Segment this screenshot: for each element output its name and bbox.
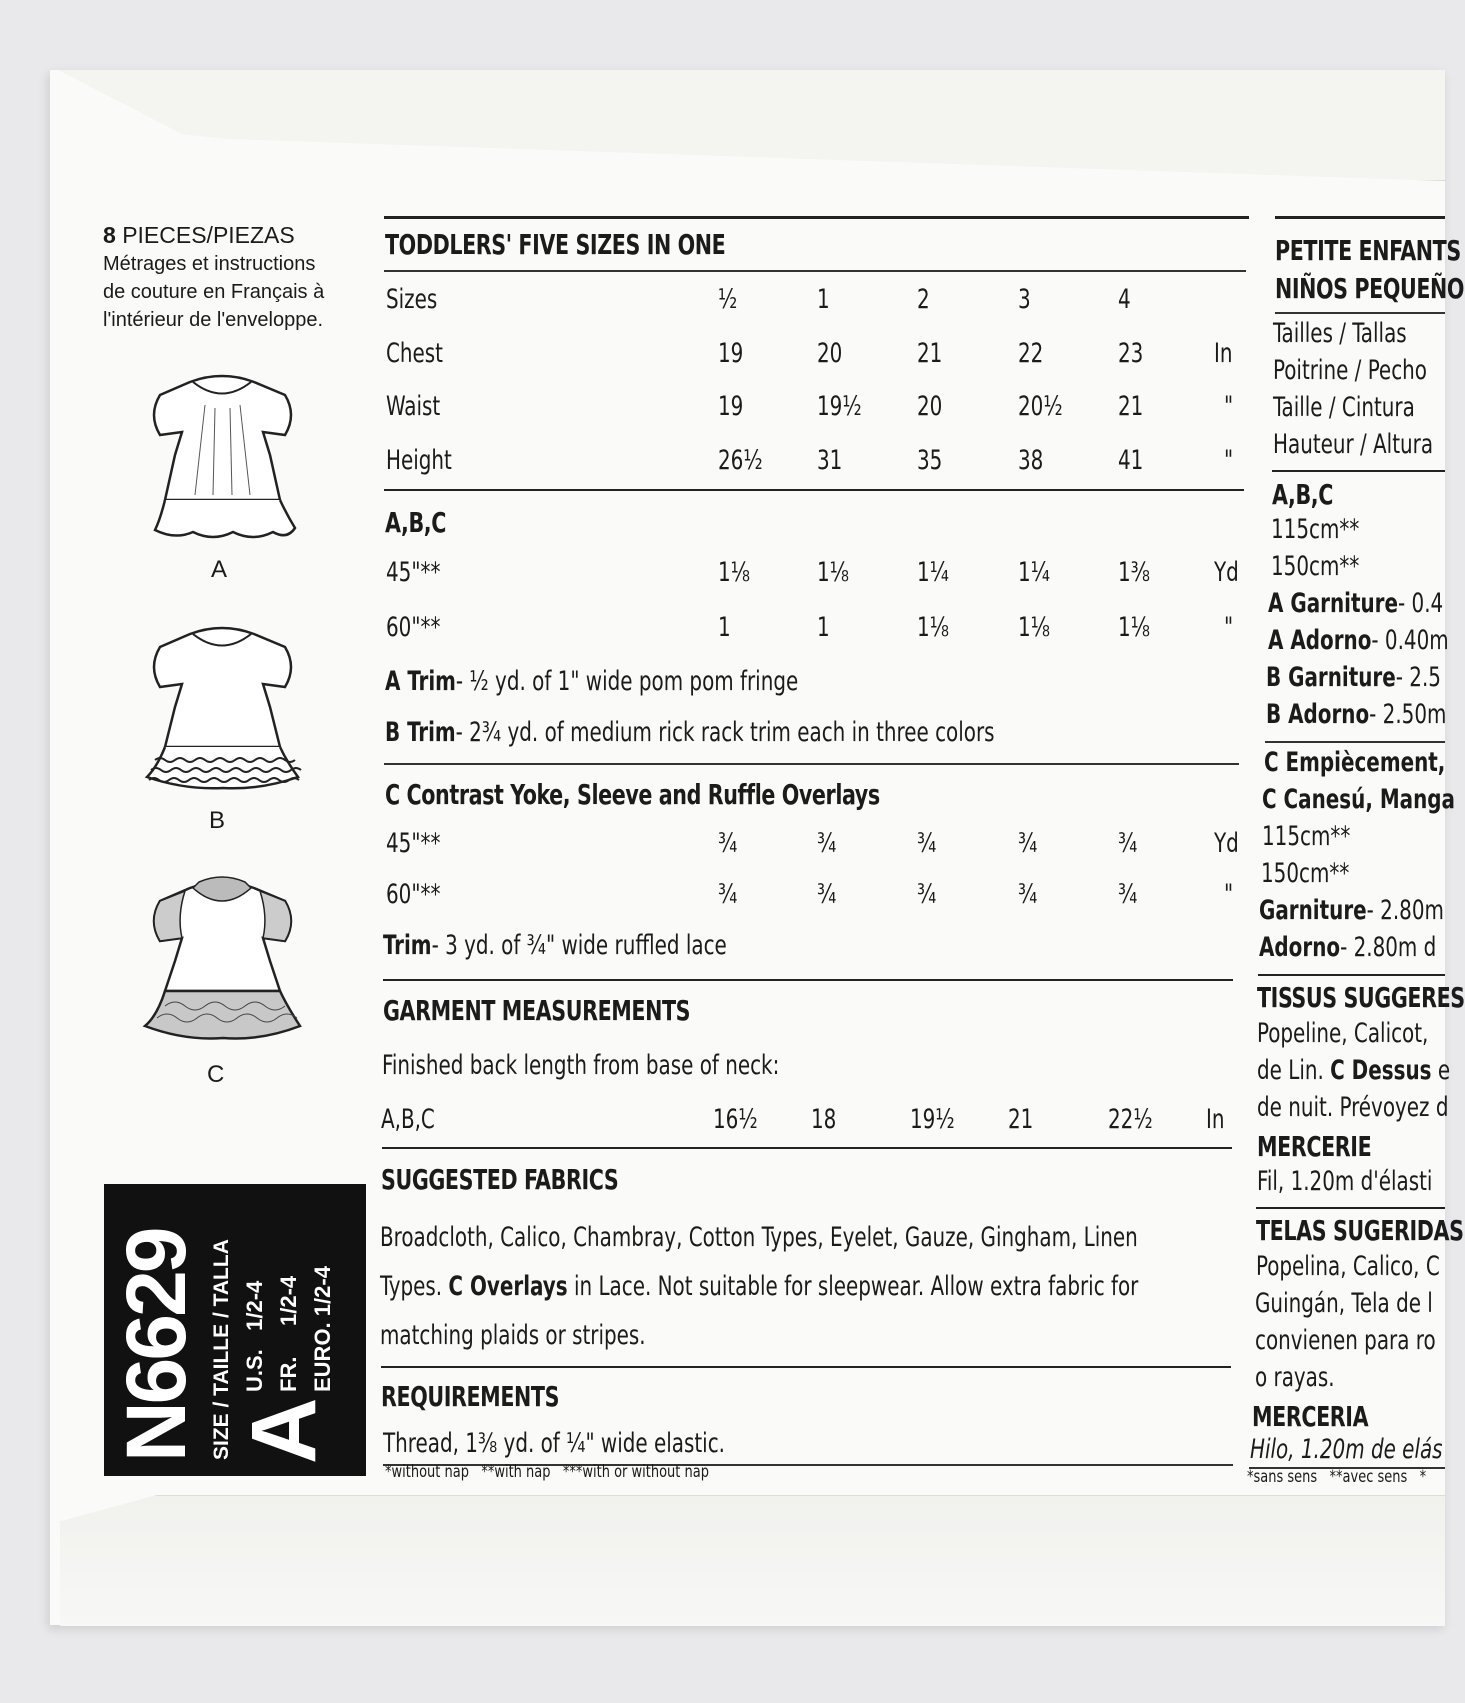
- right-line-tailles: Tailles / Tallas: [1273, 318, 1407, 349]
- c-row-value: ¾: [1018, 879, 1038, 910]
- pieces-count: 8: [103, 222, 116, 248]
- body-row-value: 19: [718, 391, 744, 422]
- abc-row-unit: ": [1224, 612, 1234, 643]
- c-row-value: ¾: [1118, 828, 1138, 859]
- body-row-unit: In: [1214, 338, 1233, 369]
- right-tissus-line-3: de nuit. Prévoyez d: [1257, 1092, 1449, 1123]
- right-mercerie-text: Fil, 1.20m d'élasti: [1257, 1166, 1433, 1197]
- body-row-value: 20: [817, 338, 843, 369]
- main-top-rule: [384, 216, 1249, 219]
- c-row-unit: Yd: [1214, 828, 1239, 859]
- garment-rule: [383, 979, 1233, 981]
- c-row-value: ¾: [817, 879, 837, 910]
- right-telas-heading: TELAS SUGERIDAS: [1256, 1214, 1464, 1247]
- pieces-heading: [103, 222, 295, 249]
- c-trim-label: Trim: [383, 930, 432, 961]
- right-telas-line-4: o rayas.: [1255, 1362, 1335, 1393]
- requirements-rule: [381, 1366, 1231, 1368]
- right-top-rule: [1275, 216, 1445, 219]
- requirements-heading: REQUIREMENTS: [381, 1380, 560, 1413]
- body-row-value: 41: [1118, 445, 1144, 476]
- right-cm-115: 115cm**: [1271, 514, 1360, 545]
- french-note-line: l'intérieur de l'enveloppe.: [103, 309, 323, 331]
- view-label-b: B: [209, 807, 226, 834]
- c-row-label: 60"**: [386, 879, 441, 910]
- garment-heading: GARMENT MEASUREMENTS: [383, 994, 691, 1027]
- right-telas-line-2: Guingán, Tela de l: [1255, 1288, 1433, 1319]
- dress-illustration-b: [135, 612, 310, 792]
- a-trim-label: A Trim: [385, 666, 456, 697]
- us-label: U.S.: [242, 1349, 267, 1392]
- us-size: [242, 1281, 268, 1392]
- requirements-text: Thread, 1⅜ yd. of ¼" wide elastic.: [383, 1428, 725, 1459]
- c-trim-line: [383, 930, 727, 961]
- right-c-empiecement: C Empiècement,: [1264, 747, 1446, 778]
- abc-row-value: 1⅛: [917, 612, 949, 643]
- body-row-value: ½: [718, 284, 738, 315]
- right-c-canesu: C Canesú, Manga: [1262, 784, 1455, 815]
- c-row-value: ¾: [1118, 879, 1138, 910]
- pattern-number-badge: [104, 1184, 366, 1476]
- right-merceria-text: Hilo, 1.20m de elás: [1250, 1434, 1443, 1465]
- euro-size: [310, 1266, 336, 1392]
- fabrics-line-1: Broadcloth, Calico, Chambray, Cotton Types, Eyelet, Gauze, Gingham, Linen: [380, 1222, 1138, 1253]
- right-b-adorno-text: - 2.50m: [1369, 699, 1447, 730]
- french-note-line: Métrages et instructions: [103, 253, 316, 275]
- body-row-value: 21: [1118, 391, 1144, 422]
- body-rule: [384, 489, 1244, 491]
- fabrics-line-2-c: in Lace. Not suitable for sleepwear. Allow extra fabric for: [567, 1271, 1139, 1302]
- badge-rotated-content: [104, 1184, 366, 1476]
- fabrics-rule: [382, 1147, 1232, 1149]
- right-b-garniture-text: - 2.5: [1395, 662, 1441, 693]
- right-adorno-label: Adorno: [1259, 932, 1341, 963]
- euro-label: EURO.: [310, 1322, 335, 1392]
- view-label-a: A: [211, 556, 228, 583]
- right-line-poitrine: Poitrine / Pecho: [1273, 355, 1427, 386]
- body-row-value: 20: [917, 391, 943, 422]
- fabrics-line-3: matching plaids or stripes.: [380, 1320, 646, 1351]
- right-b-adorno: [1266, 699, 1446, 730]
- right-garniture: [1259, 895, 1444, 926]
- dress-illustration-a: [135, 360, 310, 540]
- abc-row-unit: Yd: [1214, 557, 1239, 588]
- us-value: 1/2-4: [242, 1280, 267, 1331]
- right-adorno: [1259, 932, 1436, 963]
- abc-row-value: 1⅜: [1118, 557, 1150, 588]
- body-row-value: 31: [817, 445, 843, 476]
- right-telas-rule: [1256, 1207, 1445, 1209]
- garment-row-value: 16½: [713, 1104, 758, 1135]
- garment-row-value: 21: [1008, 1104, 1034, 1135]
- right-tissus-line-2-bold: C Dessus: [1330, 1055, 1432, 1086]
- fr-size: [276, 1276, 302, 1392]
- abc-row-label: 60"**: [386, 612, 441, 643]
- c-row-value: ¾: [817, 828, 837, 859]
- right-tissus-rule: [1258, 974, 1445, 976]
- footnote: *without nap **with nap ***with or without nap: [385, 1462, 709, 1482]
- right-merceria-heading: MERCERIA: [1252, 1400, 1369, 1433]
- c-row-value: ¾: [917, 828, 937, 859]
- abc-row-value: 1⅛: [1018, 612, 1050, 643]
- abc-row-value: 1: [817, 612, 830, 643]
- abc-row-value: 1: [718, 612, 731, 643]
- right-tissus-heading: TISSUS SUGGERES: [1257, 981, 1465, 1014]
- right-garniture-label: Garniture: [1259, 895, 1367, 926]
- b-trim-line: [385, 717, 995, 748]
- abc-row-label: 45"**: [386, 557, 441, 588]
- garment-row-value: 19½: [910, 1104, 955, 1135]
- fabrics-heading: SUGGESTED FABRICS: [381, 1163, 619, 1196]
- right-tissus-line-2-c: e: [1431, 1055, 1451, 1086]
- garment-row-value: 18: [811, 1104, 837, 1135]
- body-row-label: Waist: [386, 391, 441, 422]
- garment-row-unit: In: [1206, 1104, 1225, 1135]
- a-trim-line: [385, 666, 798, 697]
- c-row-label: 45"**: [386, 828, 441, 859]
- view-label-c: C: [207, 1061, 225, 1088]
- right-cm-150: 150cm**: [1271, 551, 1360, 582]
- fr-value: 1/2-4: [276, 1275, 301, 1326]
- right-mercerie-heading: MERCERIE: [1257, 1130, 1372, 1163]
- abc-row-value: 1⅛: [1118, 612, 1150, 643]
- a-trim-text: - ½ yd. of 1" wide pom pom fringe: [455, 666, 799, 697]
- envelope-bottom-fold: [60, 1495, 1445, 1626]
- right-tissus-line-1: Popeline, Calicot,: [1257, 1018, 1429, 1049]
- body-row-value: 38: [1018, 445, 1044, 476]
- abc-row-value: 1⅛: [718, 557, 750, 588]
- right-a-garniture-label: A Garniture: [1268, 588, 1399, 619]
- right-a-adorno-text: - 0.40m: [1371, 625, 1449, 656]
- right-title-1: PETITE ENFANTS: [1275, 234, 1461, 267]
- body-row-label: Sizes: [386, 284, 438, 315]
- body-row-value: 22: [1018, 338, 1044, 369]
- right-b-adorno-label: B Adorno: [1266, 699, 1370, 730]
- right-b-garniture: [1266, 662, 1441, 693]
- c-heading: C Contrast Yoke, Sleeve and Ruffle Overlays: [385, 778, 880, 811]
- right-telas-line-1: Popelina, Calico, C: [1256, 1251, 1440, 1282]
- fabrics-line-2-bold: C Overlays: [448, 1271, 568, 1302]
- right-a-adorno: [1268, 625, 1449, 656]
- c-row-value: ¾: [917, 879, 937, 910]
- french-note: [103, 250, 324, 334]
- right-abc-heading: A,B,C: [1272, 478, 1333, 511]
- pieces-label: PIECES/PIEZAS: [122, 222, 295, 248]
- right-tissus-line-2: [1257, 1055, 1450, 1086]
- right-tissus-line-2-a: de Lin.: [1257, 1055, 1331, 1086]
- c-row-value: ¾: [1018, 828, 1038, 859]
- right-footnote: *sans sens **avec sens *: [1247, 1467, 1427, 1487]
- right-c-rule: [1265, 741, 1445, 743]
- abc-row-value: 1¼: [1018, 557, 1050, 588]
- dress-illustration-c: [135, 866, 310, 1046]
- abc-row-value: 1⅛: [817, 557, 849, 588]
- fr-label: FR.: [276, 1356, 301, 1392]
- c-row-value: ¾: [718, 828, 738, 859]
- body-row-value: 20½: [1018, 391, 1063, 422]
- body-row-value: 2: [917, 284, 930, 315]
- right-adorno-text: - 2.80m d: [1340, 932, 1437, 963]
- body-row-value: 23: [1118, 338, 1144, 369]
- right-line-taille: Taille / Cintura: [1273, 392, 1415, 423]
- body-row-value: 3: [1018, 284, 1031, 315]
- right-b-garniture-label: B Garniture: [1266, 662, 1396, 693]
- abc-row-value: 1¼: [917, 557, 949, 588]
- euro-value: 1/2-4: [310, 1266, 335, 1317]
- garment-row-value: 22½: [1108, 1104, 1153, 1135]
- french-note-line: de couture en Français à: [103, 281, 325, 303]
- body-row-unit: ": [1224, 445, 1234, 476]
- garment-row-label: A,B,C: [381, 1104, 435, 1135]
- right-a-garniture: [1268, 588, 1443, 619]
- abc-heading: A,B,C: [385, 506, 446, 539]
- body-row-unit: ": [1224, 391, 1234, 422]
- body-row-label: Height: [386, 445, 452, 476]
- right-a-garniture-text: - 0.4: [1398, 588, 1444, 619]
- fabrics-line-2: [380, 1271, 1138, 1302]
- right-cm-115-c: 115cm**: [1262, 821, 1351, 852]
- pattern-number: N6629: [109, 1229, 203, 1462]
- title-rule: [384, 270, 1246, 272]
- right-title-2: NIÑOS PEQUEÑO: [1275, 272, 1465, 305]
- body-row-label: Chest: [386, 338, 443, 369]
- body-row-value: 19½: [817, 391, 862, 422]
- c-trim-text: - 3 yd. of ¾" wide ruffled lace: [431, 930, 727, 961]
- right-a-adorno-label: A Adorno: [1268, 625, 1372, 656]
- main-title: TODDLERS' FIVE SIZES IN ONE: [385, 228, 726, 261]
- size-letter: A: [233, 1397, 335, 1464]
- right-telas-line-3: convienen para ro: [1255, 1325, 1436, 1356]
- right-body-rule: [1272, 470, 1445, 472]
- body-row-value: 35: [917, 445, 943, 476]
- c-row-value: ¾: [718, 879, 738, 910]
- body-row-value: 4: [1118, 284, 1131, 315]
- b-trim-label: B Trim: [385, 717, 456, 748]
- right-line-hauteur: Hauteur / Altura: [1273, 429, 1434, 460]
- body-row-value: 21: [917, 338, 943, 369]
- c-row-unit: ": [1224, 879, 1234, 910]
- body-row-value: 19: [718, 338, 744, 369]
- body-row-value: 1: [817, 284, 830, 315]
- right-cm-150-c: 150cm**: [1261, 858, 1350, 889]
- c-rule: [384, 763, 1239, 765]
- b-trim-text: - 2¾ yd. of medium rick rack trim each in three colors: [455, 717, 995, 748]
- right-title-rule: [1275, 312, 1445, 314]
- fabrics-line-2-a: Types.: [380, 1271, 449, 1302]
- garment-description: Finished back length from base of neck:: [382, 1050, 780, 1081]
- size-label: SIZE / TAILLE / TALLA: [210, 1239, 233, 1460]
- body-row-value: 26½: [718, 445, 763, 476]
- right-garniture-text: - 2.80m: [1366, 895, 1444, 926]
